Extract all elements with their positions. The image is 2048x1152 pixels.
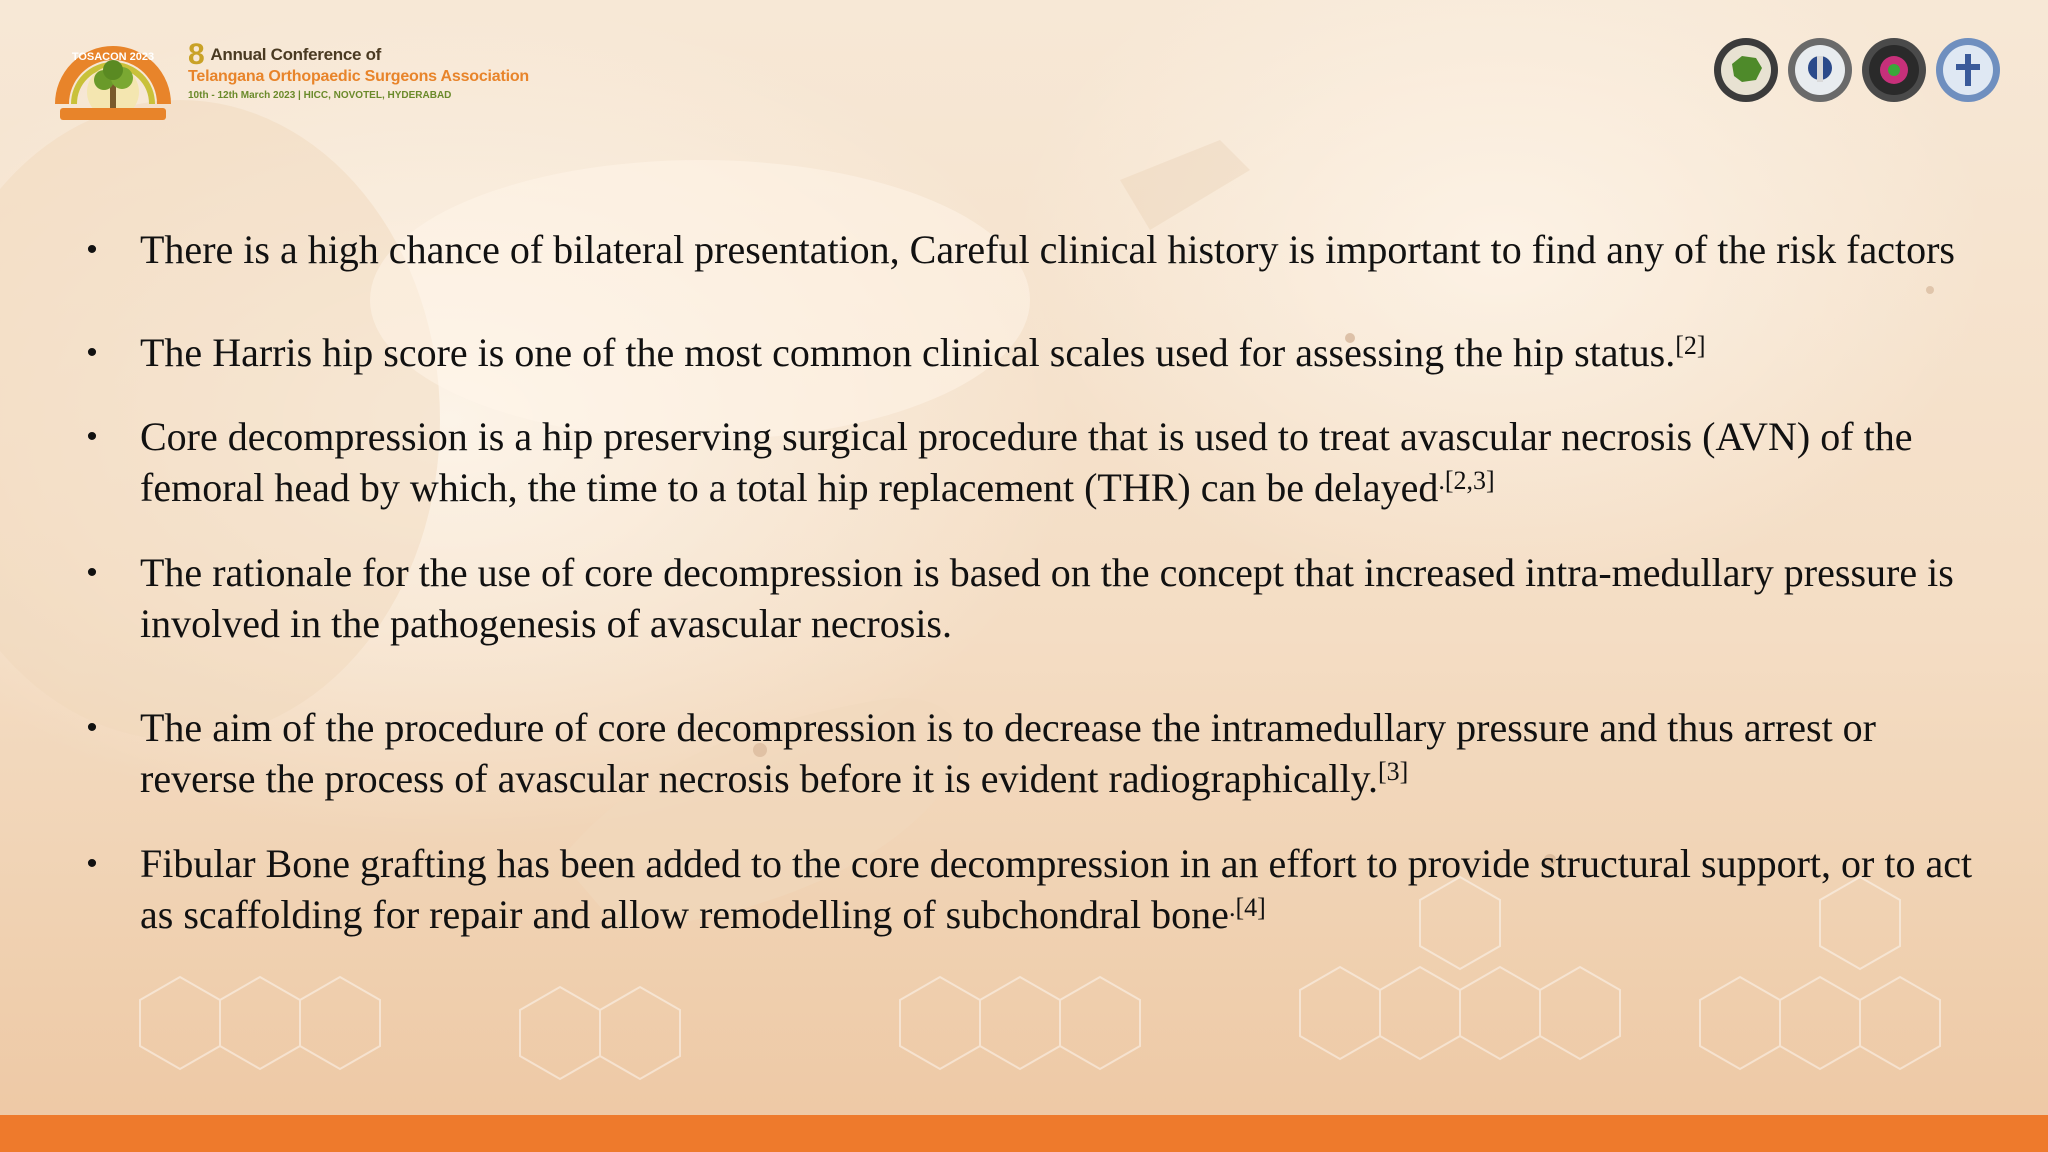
bullet-item (72, 411, 1992, 513)
reference-citation: .[2,3] (1438, 466, 1495, 495)
reference-citation: [2] (1675, 331, 1706, 360)
association-name: Telangana Orthopaedic Surgeons Association (188, 68, 529, 85)
slide-content (72, 224, 1992, 940)
state-emblem-icon (1712, 34, 1780, 106)
reference-citation: .[4] (1228, 893, 1266, 922)
bullet-item (72, 702, 1992, 804)
bullet-symbol: • (86, 336, 98, 369)
conference-number: 8 (188, 38, 205, 71)
tosacon-emblem-icon (52, 34, 174, 130)
college-emblem-icon (1860, 34, 1928, 106)
bullet-item (72, 547, 1992, 649)
footer-bar (0, 1115, 2048, 1152)
bullet-text: The Harris hip score is one of the most common clinical scales used for assessing the hip status. (140, 330, 1676, 375)
bullet-item (72, 327, 1992, 378)
conference-title (188, 40, 548, 70)
orthopaedic-society-emblem-icon (1786, 34, 1854, 106)
bullet-text: The rationale for the use of core decompression is based on the concept that increased intra-medullary pressure is involved in the pathogenesis of avascular necrosis. (140, 550, 1954, 646)
bullet-item (72, 838, 1992, 940)
bullet-text: There is a high chance of bilateral presentation, Careful clinical history is important to find any of the risk factors (140, 227, 1955, 272)
conference-title-text: Annual Conference of (210, 45, 382, 64)
medical-association-emblem-icon (1934, 34, 2002, 106)
bullet-symbol: • (86, 420, 98, 453)
emblem-text: TOSACON 2023 (71, 51, 155, 63)
conference-logo (52, 30, 532, 135)
association-badges (1712, 34, 2002, 106)
reference-citation: [3] (1378, 757, 1409, 786)
bullet-symbol: • (86, 556, 98, 589)
bullet-symbol: • (86, 711, 98, 744)
bullet-item (72, 224, 1992, 275)
bullet-symbol: • (86, 847, 98, 880)
bullet-list (72, 224, 1992, 940)
conference-dates-venue: 10th - 12th March 2023 | HICC, NOVOTEL, HYDERABAD (188, 90, 452, 101)
conference-name-block (188, 40, 548, 101)
bullet-text: The aim of the procedure of core decompression is to decrease the intramedullary pressure and thus arrest or reverse the process of avascular necrosis before it is evident radiographically. (140, 705, 1876, 801)
bullet-text: Fibular Bone grafting has been added to the core decompression in an effort to provide structural support, or to act as scaffolding for repair and allow remodelling of subchondral bone (140, 841, 1973, 937)
bullet-text: Core decompression is a hip preserving surgical procedure that is used to treat avascular necrosis (AVN) of the femoral head by which, the time to a total hip replacement (THR) can be delayed (140, 414, 1913, 510)
bullet-symbol: • (86, 233, 98, 266)
